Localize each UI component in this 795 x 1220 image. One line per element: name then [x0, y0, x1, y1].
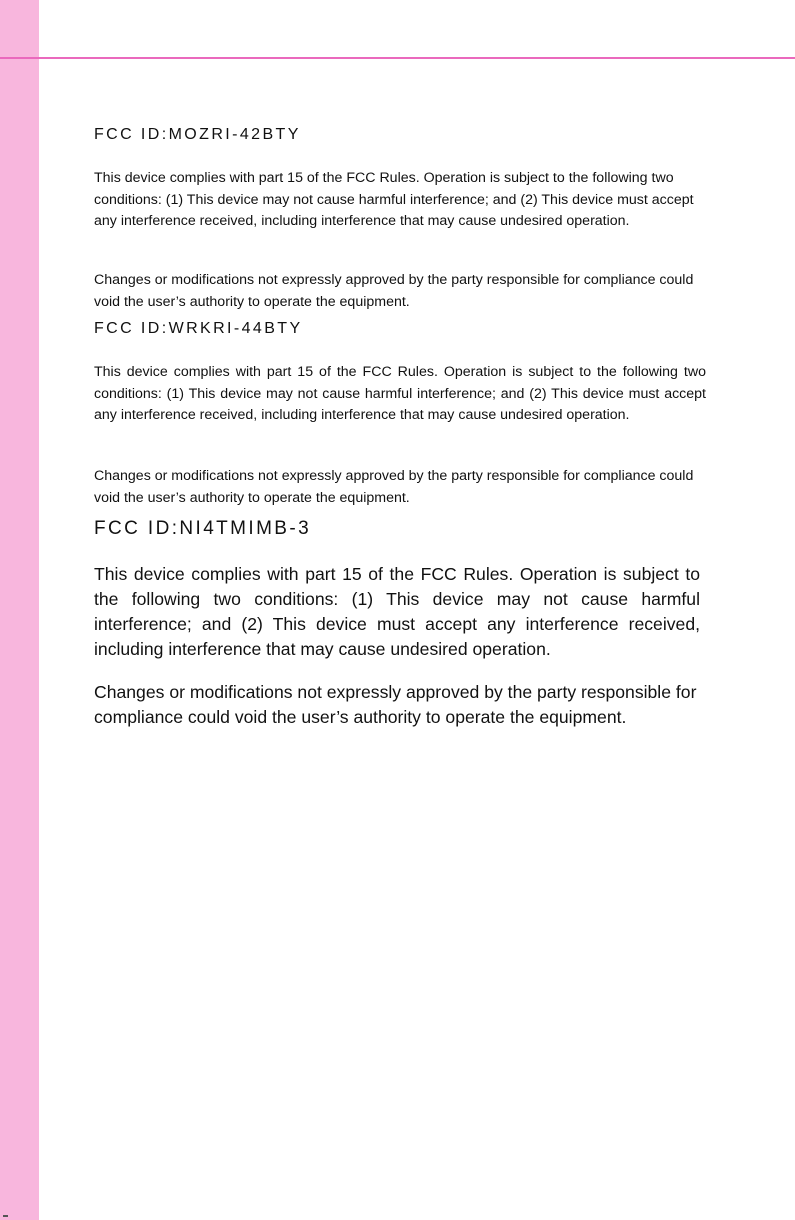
page-corner-mark — [3, 1215, 8, 1217]
header-rule — [0, 57, 795, 59]
page-edge-tab — [0, 0, 39, 1220]
fcc-id-heading: FCC ID:WRKRI-44BTY — [94, 320, 303, 337]
modification-warning: Changes or modifications not expressly approved by the party responsible for compliance could void the user’s authority to operate the equipment. — [94, 468, 694, 506]
fcc-id-heading: FCC ID:MOZRI-42BTY — [94, 126, 301, 143]
modification-warning: Changes or modifications not expressly approved by the party responsible for compliance could void the user’s authority to operate the equipment. — [94, 682, 697, 727]
compliance-paragraph: This device complies with part 15 of the FCC Rules. Operation is subject to the following two conditions: (1) This device may not cause harmful interference; and (2) This device must accept any interference received, including interference that may cause undesired operation. — [94, 564, 700, 659]
compliance-paragraph: This device complies with part 15 of the FCC Rules. Operation is subject to the following two conditions: (1) This device may not cause harmful interference; and (2) This device must accept any interference received, including interference that may cause undesired operation. — [94, 364, 706, 423]
modification-warning: Changes or modifications not expressly approved by the party responsible for compliance could void the user’s authority to operate the equipment. — [94, 272, 694, 310]
compliance-paragraph: This device complies with part 15 of the FCC Rules. Operation is subject to the following two conditions: (1) This device may not cause harmful interference; and (2) This device must accept any interference received, including interference that may cause undesired operation. — [94, 170, 694, 229]
fcc-id-heading: FCC ID:NI4TMIMB-3 — [94, 518, 312, 539]
